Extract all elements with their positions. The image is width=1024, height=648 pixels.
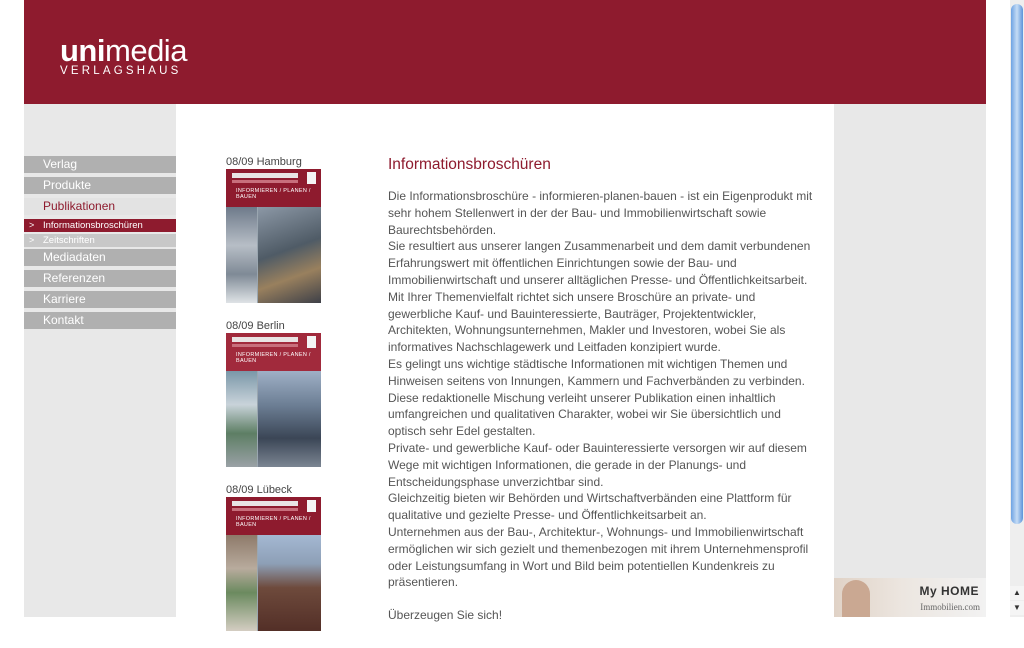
cover-header-band [226, 497, 321, 535]
cover-text: INFORMIEREN / PLANEN / BAUEN [236, 352, 311, 364]
ad-subtitle: Immobilien.com [920, 602, 980, 612]
paragraph-audience: Mit Ihrer Themenvielfalt richtet sich unsere Broschüre an private- und gewerbliche Kauf- und Bauinteressierte, Bauträger, Projektentwickler, Architekten, Wohnungsunternehmen, Makler und Investoren, wobei Sie als informatives Nachschlagewerk und Leitfaden konzipiert wurde. [388, 289, 786, 355]
cover-photo-main [258, 371, 321, 467]
cover-text: INFORMIEREN / PLANEN / BAUEN [236, 188, 311, 200]
brochure-cover-luebeck[interactable] [226, 497, 321, 631]
paragraph-buyers: Private- und gewerbliche Kauf- oder Bauinteressierte versorgen wir auf diesem Wege mit wichtigen Informationen, die gerade in der Planungs- und Entscheidungsphase unverzichtbar sind. [388, 440, 807, 489]
cover-header-band [226, 333, 321, 371]
subnav-item-label: Zeitschriften [43, 235, 95, 246]
paragraph-platform: Gleichzeitig bieten wir Behörden und Wirtschaftverbänden eine Plattform für qualitative und gezielte Presse- und Öffentlichkeitsarbeit an. [388, 491, 792, 523]
right-column [834, 104, 986, 617]
subnav-item-label: Informationsbroschüren [43, 220, 143, 231]
cover-photo-small [226, 207, 257, 303]
brochure-thumbnails [226, 156, 322, 648]
brochure-cover-hamburg[interactable] [226, 169, 321, 303]
cover-photo-main [258, 207, 321, 303]
scrollbar-thumb[interactable] [1011, 4, 1023, 524]
nav-item-kontakt[interactable]: Kontakt [24, 312, 176, 329]
crest-icon [307, 500, 316, 512]
page-title: Informationsbroschüren [388, 156, 551, 173]
cover-label-hamburg: 08/09 Hamburg [226, 156, 302, 168]
nav-item-mediadaten[interactable]: Mediadaten [24, 249, 176, 266]
paragraph-editorial: Diese redaktionelle Mischung verleiht unserer Publikation einen inhaltlich umfangreichen und qualitativen Charakter, wobei wir Sie übersichtlich und optisch sehr Edel gestalten. [388, 390, 781, 439]
paragraph-intro: Die Informationsbroschüre - informieren-planen-bauen - ist ein Eigenprodukt mit sehr hohem Stellenwert in der der Bau- und Immobilienwirtschaft sowie Baurechtsbehörden. [388, 189, 813, 237]
ad-title: My HOME [919, 584, 979, 598]
cover-label-berlin: 08/09 Berlin [226, 320, 285, 332]
cover-header-band [226, 169, 321, 207]
crest-icon [307, 172, 316, 184]
nav-item-publikationen[interactable]: Publikationen [24, 198, 176, 215]
subnav-item-informationsbroschueren[interactable] [24, 219, 176, 232]
logo-subtitle: VERLAGSHAUS [60, 65, 182, 77]
main-navigation [24, 156, 176, 333]
ad-portrait-image [842, 580, 870, 617]
nav-item-karriere[interactable]: Karriere [24, 291, 176, 308]
nav-item-verlag[interactable]: Verlag [24, 156, 176, 173]
paragraph-companies: Unternehmen aus der Bau-, Architektur-, Wohnungs- und Immobilienwirtschaft ermöglichen wir sich gezielt und themenbezogen mit ihrem Unternehmensprofil oder Leistungsumfang in Wort und Bild beim potentiellen Kundenkreis zu präsentieren. [388, 524, 809, 590]
chevron-right-icon: > [29, 235, 35, 245]
paragraph-information: Es gelingt uns wichtige städtische Informationen mit wichtigen Themen und Hinweisen seitens von Innungen, Kammern und Fachverbänden zu verbinden. [388, 356, 805, 388]
cover-photo-small [226, 371, 257, 467]
paragraph-experience: Sie resultiert aus unserer langen Zusammenarbeit und dem damit verbundenen Erfahrungswert mit öffentlichen Einrichtungen sowie der Bau- und Immobilienwirtschaft und unserer alltäglichen Presse- und Öffentlichkeitsarbeit. [388, 239, 811, 287]
main-content [388, 156, 818, 636]
cover-text: INFORMIEREN / PLANEN / BAUEN [236, 516, 311, 528]
cover-label-luebeck: 08/09 Lübeck [226, 484, 293, 496]
unimedia-logo[interactable] [60, 33, 187, 77]
scroll-up-arrow-icon[interactable]: ▲ [1010, 586, 1024, 600]
site-header [24, 0, 986, 104]
subnav-item-zeitschriften[interactable] [24, 234, 176, 247]
call-to-action: Überzeugen Sie sich! [388, 608, 503, 623]
nav-item-produkte[interactable]: Produkte [24, 177, 176, 194]
brochure-cover-berlin[interactable] [226, 333, 321, 467]
logo-name-light: media [105, 33, 187, 68]
chevron-right-icon: > [29, 220, 35, 230]
myhome-ad-banner[interactable] [834, 578, 986, 617]
nav-item-referenzen[interactable]: Referenzen [24, 270, 176, 287]
vertical-scrollbar[interactable] [1010, 0, 1024, 617]
scroll-down-arrow-icon[interactable]: ▼ [1010, 601, 1024, 615]
logo-name-bold: uni [60, 33, 105, 68]
crest-icon [307, 336, 316, 348]
